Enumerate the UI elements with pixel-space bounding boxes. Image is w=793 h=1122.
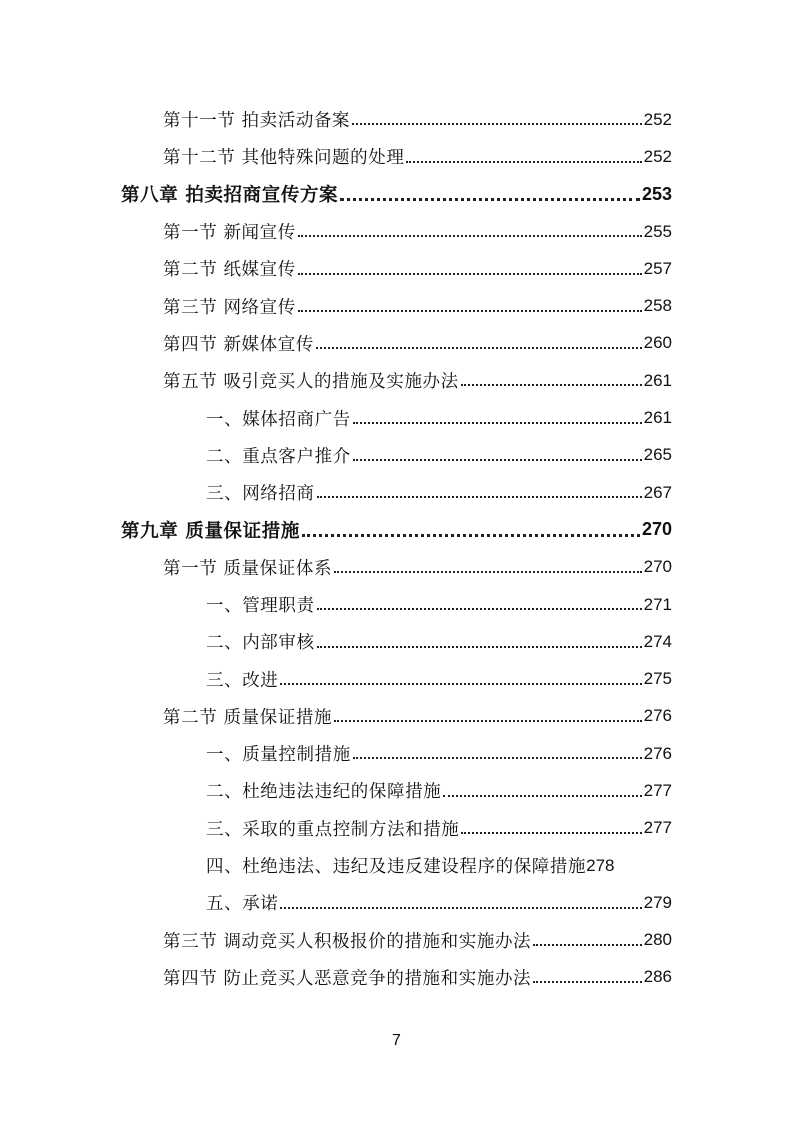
toc-entry-page: 276 bbox=[643, 706, 672, 726]
toc-entry[interactable] bbox=[0, 549, 793, 586]
toc-entry-page: 280 bbox=[643, 930, 672, 950]
toc-entry[interactable] bbox=[0, 138, 793, 175]
toc-entry-page: 275 bbox=[643, 669, 672, 689]
toc-entry[interactable] bbox=[0, 959, 793, 996]
toc-subentry[interactable] bbox=[0, 847, 793, 884]
toc-entry-title: 第一节 新闻宣传 bbox=[163, 223, 296, 244]
toc-entry-page: 271 bbox=[643, 594, 672, 614]
dot-leader bbox=[353, 404, 642, 424]
toc-subentry[interactable] bbox=[0, 586, 793, 623]
dot-leader bbox=[352, 106, 641, 126]
toc-entry[interactable] bbox=[0, 362, 793, 399]
toc-entry-page: 260 bbox=[643, 333, 672, 353]
dot-leader bbox=[317, 628, 642, 648]
toc-entry-title: 三、网络招商 bbox=[206, 484, 315, 505]
dot-leader bbox=[533, 926, 641, 946]
toc-entry-title: 一、质量控制措施 bbox=[206, 745, 351, 766]
dot-leader bbox=[334, 703, 642, 723]
dot-leader bbox=[280, 665, 641, 685]
toc-entry-title: 第二节 质量保证措施 bbox=[163, 707, 333, 728]
dot-leader bbox=[406, 143, 641, 163]
toc-entry-title: 第十一节 拍卖活动备案 bbox=[163, 111, 351, 132]
toc-entry-page: 258 bbox=[643, 296, 672, 316]
toc-entry-title: 第十二节 其他特殊问题的处理 bbox=[163, 148, 405, 169]
dot-leader bbox=[298, 255, 642, 275]
toc-subentry[interactable] bbox=[0, 474, 793, 511]
toc-entry-page: 265 bbox=[643, 445, 672, 465]
toc-entry-page: 252 bbox=[643, 146, 672, 166]
toc-entry-page: 267 bbox=[643, 482, 672, 502]
toc-entry-title: 二、内部审核 bbox=[206, 633, 315, 654]
dot-leader bbox=[298, 218, 642, 238]
toc-entry-page: 277 bbox=[643, 780, 672, 800]
toc-chapter-entry[interactable] bbox=[0, 176, 793, 213]
dot-leader bbox=[316, 330, 642, 350]
toc-entry[interactable] bbox=[0, 287, 793, 324]
toc-entry-title: 第一节 质量保证体系 bbox=[163, 558, 333, 579]
toc-entry-page: 253 bbox=[641, 183, 672, 204]
dot-leader bbox=[353, 740, 642, 760]
toc-entry-title: 第三节 调动竞买人积极报价的措施和实施办法 bbox=[163, 931, 532, 952]
toc-entry-page: 270 bbox=[641, 519, 672, 540]
toc-subentry[interactable] bbox=[0, 735, 793, 772]
toc-entry-title: 三、采取的重点控制方法和措施 bbox=[206, 819, 460, 840]
toc-entry-title: 二、杜绝违法违纪的保障措施 bbox=[206, 782, 442, 803]
toc-entry-page: 261 bbox=[643, 408, 672, 428]
toc-entry-page: 277 bbox=[643, 818, 672, 838]
toc-entry-title: 五、承诺 bbox=[206, 894, 279, 915]
toc-subentry[interactable] bbox=[0, 810, 793, 847]
dot-leader bbox=[340, 179, 640, 201]
toc-entry-title: 第二节 纸媒宣传 bbox=[163, 260, 296, 281]
toc-entry-page: 279 bbox=[643, 892, 672, 912]
dot-leader bbox=[443, 777, 641, 797]
toc-entry-page: 261 bbox=[643, 370, 672, 390]
toc-chapter-entry[interactable] bbox=[0, 511, 793, 548]
toc-entry-title: 三、改进 bbox=[206, 670, 279, 691]
toc-entry-title: 第四节 新媒体宣传 bbox=[163, 334, 314, 355]
toc-entry-title: 四、杜绝违法、违纪及违反建设程序的保障措施 bbox=[206, 857, 587, 878]
toc-entry[interactable] bbox=[0, 213, 793, 250]
dot-leader bbox=[353, 442, 642, 462]
toc-entry-page: 257 bbox=[643, 258, 672, 278]
toc-entry-title: 一、媒体招商广告 bbox=[206, 409, 351, 430]
toc-subentry[interactable] bbox=[0, 660, 793, 697]
toc-entry[interactable] bbox=[0, 922, 793, 959]
toc-entry[interactable] bbox=[0, 101, 793, 138]
toc-entry-page: 252 bbox=[643, 109, 672, 129]
dot-leader bbox=[334, 553, 642, 573]
dot-leader bbox=[533, 964, 641, 984]
dot-leader bbox=[461, 815, 641, 835]
dot-leader bbox=[317, 591, 642, 611]
toc-entry-title: 第九章 质量保证措施 bbox=[121, 520, 300, 542]
dot-leader bbox=[461, 367, 642, 387]
toc-entry-page: 270 bbox=[643, 557, 672, 577]
toc-entry-page: 278 bbox=[586, 855, 615, 875]
toc-entry-title: 一、管理职责 bbox=[206, 596, 315, 616]
toc-entry-page: 274 bbox=[643, 631, 672, 651]
toc-subentry[interactable] bbox=[0, 399, 793, 436]
toc-entry-title: 第三节 网络宣传 bbox=[163, 297, 296, 318]
toc-subentry[interactable] bbox=[0, 884, 793, 921]
toc-subentry[interactable] bbox=[0, 623, 793, 660]
toc-subentry[interactable] bbox=[0, 437, 793, 474]
toc-entry-page: 276 bbox=[643, 743, 672, 763]
dot-leader bbox=[280, 889, 641, 909]
toc-entry[interactable] bbox=[0, 325, 793, 362]
toc-entry-title: 二、重点客户推介 bbox=[206, 446, 351, 467]
toc-subentry[interactable] bbox=[0, 772, 793, 809]
page-number: 7 bbox=[392, 1032, 401, 1049]
dot-leader bbox=[298, 292, 642, 312]
table-of-contents bbox=[0, 101, 793, 996]
toc-entry-title: 第五节 吸引竞买人的措施及实施办法 bbox=[163, 372, 459, 393]
dot-leader bbox=[302, 515, 640, 537]
toc-entry-title: 第四节 防止竞买人恶意竞争的措施和实施办法 bbox=[163, 968, 532, 989]
dot-leader bbox=[317, 479, 642, 499]
toc-entry-page: 286 bbox=[643, 967, 672, 987]
toc-entry[interactable] bbox=[0, 250, 793, 287]
toc-entry[interactable] bbox=[0, 698, 793, 735]
toc-entry-page: 255 bbox=[643, 221, 672, 241]
toc-entry-title: 第八章 拍卖招商宣传方案 bbox=[121, 185, 339, 207]
